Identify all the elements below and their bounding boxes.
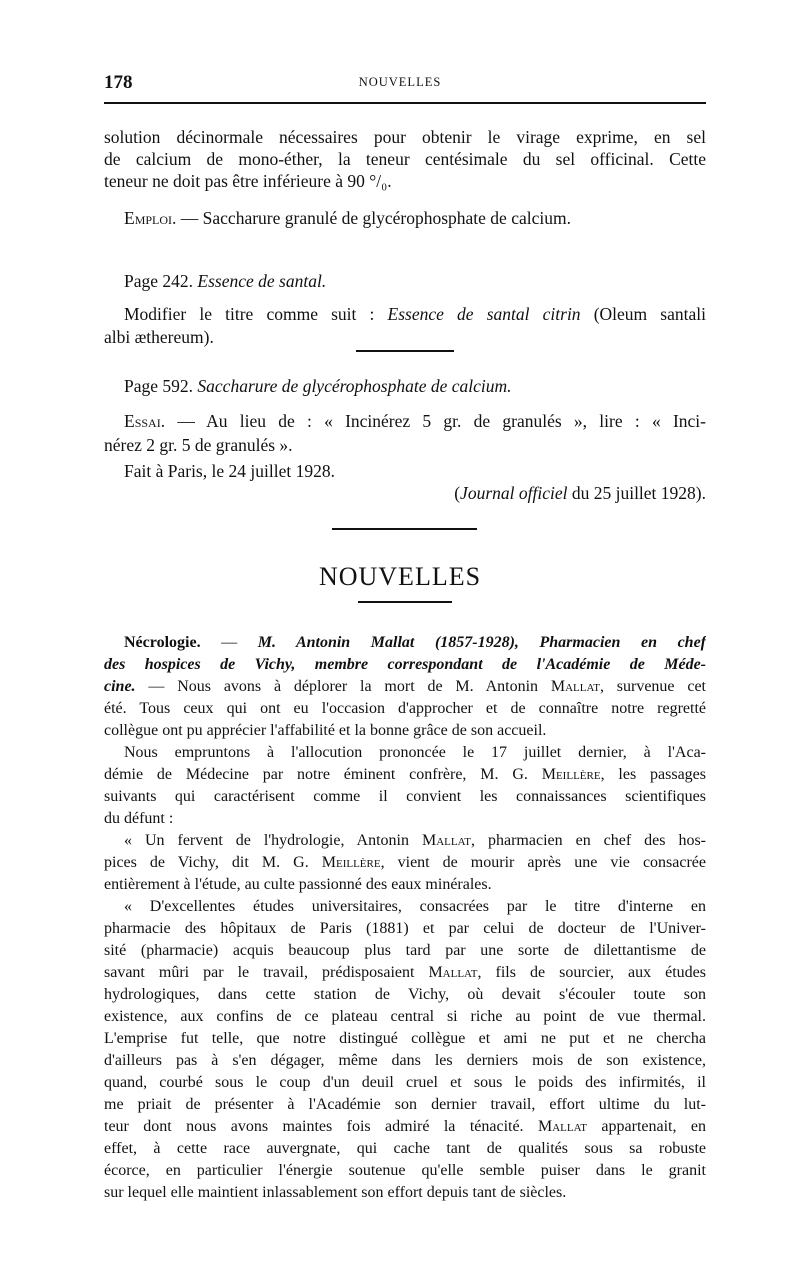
- necrology-label: Nécrologie.: [124, 634, 201, 651]
- text-line: hydrologiques, dans cette station de Vichy, où devait s'écouler toute son: [104, 986, 706, 1003]
- text-line: solution décinormale nécessaires pour obtenir le virage exprime, en sel: [104, 127, 706, 147]
- section-rule: [332, 528, 477, 530]
- page592-heading: Page 592. Saccharure de glycérophosphate de calcium.: [124, 376, 512, 396]
- section-title: NOUVELLES: [318, 562, 482, 591]
- text-line: écorce, en particulier l'énergie soutenue qu'elle semble puiser dans le granit: [104, 1162, 706, 1179]
- emploi-line: Emploi. — Saccharure granulé de glycérophosphate de calcium.: [124, 208, 571, 228]
- text-line: collègue ont pu apprécier l'affabilité et la bonne grâce de son accueil.: [104, 722, 547, 739]
- separator-rule: [356, 350, 454, 352]
- essai-line: Essai. — Au lieu de : « Incinérez 5 gr. de granulés », lire : « Inci-: [124, 411, 706, 431]
- header-rule: [104, 102, 706, 104]
- text-line: sité (pharmacie) acquis beaucoup plus tard par une sorte de dilettantisme de: [104, 942, 706, 959]
- text-line: albi æthereum).: [104, 327, 214, 347]
- text-line: pices de Vichy, dit M. G. Meillère, vient de mourir après une vie consacrée: [104, 854, 706, 871]
- text-line: pharmacie des hôpitaux de Paris (1881) et par celui de docteur de l'Univer-: [104, 920, 706, 937]
- text-line: teur dont nous avons maintes fois admiré la ténacité. Mallat appartenait, en: [104, 1118, 706, 1135]
- text-line: des hospices de Vichy, membre correspondant de l'Académie de Méde-: [104, 656, 706, 673]
- journal-citation: (Journal officiel du 25 juillet 1928).: [454, 483, 706, 503]
- page242-heading: Page 242. Essence de santal.: [124, 271, 327, 291]
- text-line: nérez 2 gr. 5 de granulés ».: [104, 435, 293, 455]
- text-line: Nous empruntons à l'allocution prononcée le 17 juillet dernier, à l'Aca-: [124, 744, 706, 761]
- text-line: sur lequel elle maintient inlassablement son effort depuis tant de siècles.: [104, 1184, 567, 1201]
- necrology-line: Nécrologie. — M. Antonin Mallat (1857-1928), Pharmacien en chef: [124, 634, 706, 651]
- text-line: démie de Médecine par notre éminent confrère, M. G. Meillère, les passages: [104, 766, 706, 783]
- text-line: d'ailleurs pas à s'en dégager, même dans les derniers mois de son existence,: [104, 1052, 706, 1069]
- text-line: me priait de présenter à l'Académie son dernier travail, effort ultime du lut-: [104, 1096, 706, 1113]
- text-line: de calcium de mono-éther, la teneur centésimale du sel officinal. Cette: [104, 149, 706, 169]
- text-line: effet, à cette race auvergnate, qui cache tant de qualités sous sa robuste: [104, 1140, 706, 1157]
- running-title: NOUVELLES: [358, 75, 442, 89]
- emploi-label: Emploi.: [124, 208, 177, 228]
- text-line: teneur ne doit pas être inférieure à 90 °/₀.: [104, 171, 392, 191]
- text-line: suivants qui caractérisent comme il convient les connaissances scientifiques: [104, 788, 706, 805]
- text-line: existence, aux confins de ce plateau central si riche au point de vue thermal.: [104, 1008, 706, 1025]
- text-line: Modifier le titre comme suit : Essence de santal citrin (Oleum santali: [124, 304, 706, 324]
- text-line: entièrement à l'étude, au culte passionné des eaux minérales.: [104, 876, 492, 893]
- text-line: cine. — Nous avons à déplorer la mort de M. Antonin Mallat, survenue cet: [104, 678, 706, 695]
- text-line: L'emprise fut telle, que notre distingué collègue et ami ne put et ne chercha: [104, 1030, 706, 1047]
- page-number: 178: [104, 72, 133, 93]
- fait-line: Fait à Paris, le 24 juillet 1928.: [124, 461, 335, 481]
- title-underline: [358, 601, 452, 603]
- text-line: du défunt :: [104, 810, 174, 827]
- text-line: quand, courbé sous le coup d'un deuil cruel et sous le poids des infirmités, il: [104, 1074, 706, 1091]
- text-line: été. Tous ceux qui ont eu l'occasion d'approcher et de connaître notre regretté: [104, 700, 706, 717]
- text-line: « Un fervent de l'hydrologie, Antonin Mallat, pharmacien en chef des hos-: [124, 832, 706, 849]
- text-line: « D'excellentes études universitaires, consacrées par le titre d'interne en: [124, 898, 706, 915]
- text-line: savant mûri par le travail, prédisposaient Mallat, fils de sourcier, aux études: [104, 964, 706, 981]
